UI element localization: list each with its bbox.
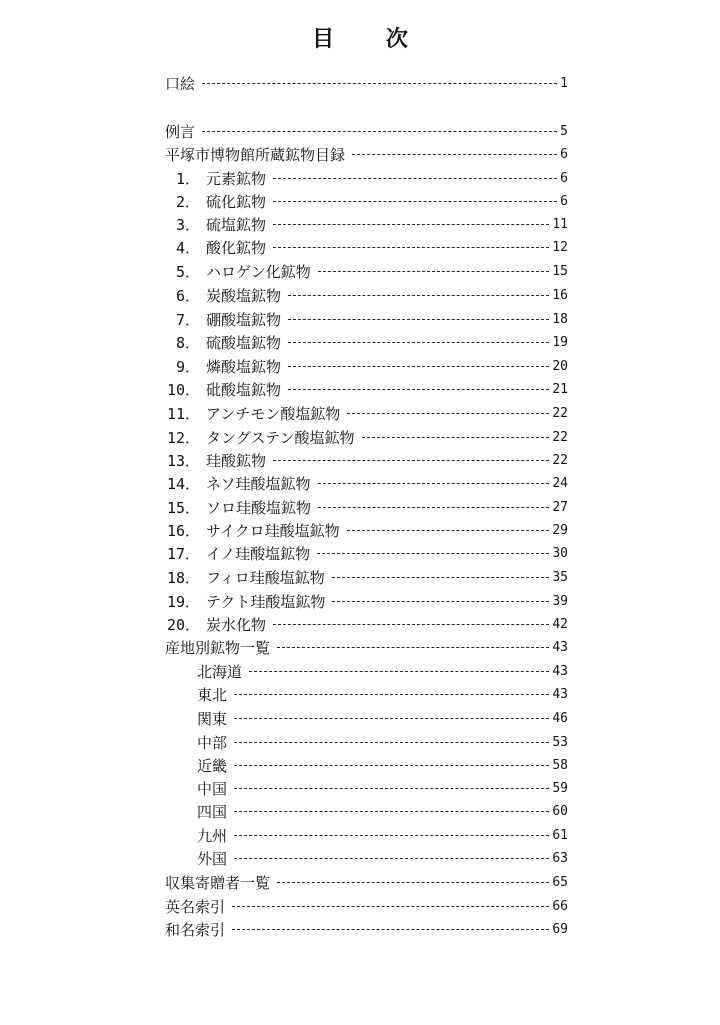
toc-entry-label: ソロ珪酸塩鉱物 — [206, 498, 312, 517]
toc-entry-category — [160, 496, 568, 518]
toc-entry-label: ハロゲン化鉱物 — [206, 262, 311, 281]
toc-entry-number: 3． — [175, 215, 200, 234]
dot-leader — [277, 647, 549, 648]
dot-leader — [234, 718, 549, 719]
toc-entry-number: 11． — [166, 404, 200, 423]
toc-entry-label: 硫化鉱物 — [206, 192, 267, 211]
toc-entry-number: 14． — [166, 474, 200, 493]
toc-entry-number: 17． — [166, 544, 200, 563]
toc-entry-page: 53 — [552, 734, 568, 750]
toc-entry-label: 硫酸塩鉱物 — [206, 333, 282, 352]
toc-entry-page: 22 — [552, 405, 568, 421]
dot-leader — [347, 530, 550, 531]
toc-entry-page: 12 — [552, 239, 568, 255]
toc-entry-number: 19． — [166, 592, 200, 611]
toc-entry-number: 6． — [175, 286, 200, 305]
toc-entry-label: 収集寄贈者一覧 — [165, 873, 271, 892]
toc-entry-page: 22 — [552, 429, 568, 445]
dot-leader — [273, 460, 549, 461]
toc-entry-number: 13． — [166, 451, 200, 470]
toc-entry-category — [160, 472, 568, 494]
toc-entry-number: 1． — [175, 169, 200, 188]
toc-entry-number: 18． — [166, 568, 200, 587]
toc-entry-region — [197, 683, 568, 705]
toc-entry-page: 11 — [552, 216, 568, 232]
toc-entry-category — [160, 426, 568, 448]
toc-entry-number: 20． — [166, 615, 200, 634]
toc-entry-category — [160, 213, 568, 235]
toc-entry-label: 近畿 — [197, 756, 228, 775]
toc-entry-page: 1 — [560, 75, 568, 91]
toc-entry-label: 北海道 — [197, 662, 243, 681]
toc-entry-category — [160, 566, 568, 588]
toc-entry-page: 22 — [552, 452, 568, 468]
toc-entry-by-locality — [165, 636, 568, 658]
toc-entry-page: 46 — [552, 710, 568, 726]
dot-leader — [234, 765, 549, 766]
toc-entry-number: 7． — [175, 310, 200, 329]
dot-leader — [249, 671, 549, 672]
toc-entry-category — [160, 260, 568, 282]
toc-entry-label: 平塚市博物館所蔵鉱物目録 — [165, 145, 346, 164]
dot-leader — [362, 437, 550, 438]
dot-leader — [347, 413, 549, 414]
toc-entry-label: 口絵 — [165, 74, 196, 93]
toc-entry-number: 16． — [166, 521, 200, 540]
toc-entry-label: 産地別鉱物一覧 — [165, 638, 271, 657]
toc-entry-page: 66 — [552, 898, 568, 914]
toc-entry-page: 6 — [560, 170, 568, 186]
dot-leader — [332, 601, 549, 602]
dot-leader — [318, 271, 550, 272]
toc-entry-number: 2． — [175, 192, 200, 211]
dot-leader — [318, 483, 550, 484]
toc-entry-category — [160, 355, 568, 377]
toc-entry-region — [197, 754, 568, 776]
toc-entry-page: 43 — [552, 686, 568, 702]
toc-entry-label: テクト珪酸塩鉱物 — [206, 592, 326, 611]
toc-entry-category — [160, 236, 568, 258]
toc-entry-page: 43 — [552, 639, 568, 655]
toc-entry-preface — [165, 120, 568, 142]
toc-entry-label: 例言 — [165, 122, 196, 141]
toc-entry-page: 21 — [552, 381, 568, 397]
toc-entry-region — [197, 660, 568, 682]
toc-entry-page: 43 — [552, 663, 568, 679]
dot-leader — [234, 742, 549, 743]
toc-entry-page: 24 — [552, 475, 568, 491]
toc-entry-label: 珪酸鉱物 — [206, 451, 267, 470]
toc-entry-page: 16 — [552, 287, 568, 303]
toc-entry-label: 硼酸塩鉱物 — [206, 310, 282, 329]
dot-leader — [234, 788, 549, 789]
toc-entry-page: 35 — [552, 569, 568, 585]
dot-leader — [318, 507, 549, 508]
toc-entry-category — [160, 613, 568, 635]
toc-entry-page: 29 — [552, 522, 568, 538]
toc-entry-region — [197, 800, 568, 822]
toc-entry-page: 20 — [552, 358, 568, 374]
toc-entry-label: サイクロ珪酸塩鉱物 — [206, 521, 340, 540]
toc-entry-label: ネソ珪酸塩鉱物 — [206, 474, 311, 493]
toc-entry-label: 硫塩鉱物 — [206, 215, 267, 234]
toc-entry-region — [197, 731, 568, 753]
toc-entry-donors — [165, 871, 568, 893]
toc-entry-category — [160, 519, 568, 541]
toc-entry-page: 60 — [552, 803, 568, 819]
page-title: 目 次 — [312, 27, 430, 52]
toc-entry-page: 39 — [552, 593, 568, 609]
toc-entry-page: 15 — [552, 263, 568, 279]
toc-entry-region — [197, 847, 568, 869]
dot-leader — [232, 929, 549, 930]
dot-leader — [317, 553, 549, 554]
toc-entry-page: 42 — [552, 616, 568, 632]
dot-leader — [234, 811, 549, 812]
toc-entry-label: フィロ珪酸塩鉱物 — [206, 568, 325, 587]
toc-entry-number: 4． — [175, 238, 200, 257]
dot-leader — [288, 295, 549, 296]
toc-entry-number: 8． — [175, 333, 200, 352]
toc-entry-catalog — [165, 143, 568, 165]
toc-entry-page: 59 — [552, 780, 568, 796]
toc-entry-region — [197, 777, 568, 799]
toc-entry-label: 炭水化物 — [206, 615, 267, 634]
toc-entry-page: 19 — [552, 334, 568, 350]
toc-entry-page: 6 — [560, 146, 568, 162]
toc-entry-category — [160, 378, 568, 400]
toc-entry-english-index — [165, 895, 568, 917]
dot-leader — [273, 201, 557, 202]
dot-leader — [202, 131, 557, 132]
dot-leader — [277, 882, 549, 883]
dot-leader — [288, 366, 549, 367]
toc-entry-label: 酸化鉱物 — [206, 238, 267, 257]
dot-leader — [273, 624, 549, 625]
toc-entry-page: 18 — [552, 311, 568, 327]
toc-entry-category — [160, 590, 568, 612]
toc-entry-label: イノ珪酸塩鉱物 — [206, 544, 311, 563]
toc-entry-label: 英名索引 — [165, 897, 226, 916]
toc-entry-frontispiece — [165, 72, 568, 94]
dot-leader — [288, 389, 549, 390]
toc-entry-label: 炭酸塩鉱物 — [206, 286, 282, 305]
toc-entry-label: 九州 — [197, 826, 228, 845]
toc-entry-number: 15． — [166, 498, 200, 517]
dot-leader — [232, 906, 549, 907]
toc-entry-page: 5 — [560, 123, 568, 139]
toc-entry-region — [197, 824, 568, 846]
dot-leader — [202, 83, 557, 84]
toc-entry-label: 中部 — [197, 733, 228, 752]
toc-entry-number: 9． — [175, 357, 200, 376]
toc-entry-category — [160, 542, 568, 564]
toc-entry-number: 5． — [175, 262, 200, 281]
toc-entry-japanese-index — [165, 918, 568, 940]
toc-entry-number: 12． — [166, 428, 200, 447]
toc-entry-page: 69 — [552, 921, 568, 937]
toc-entry-label: 東北 — [197, 685, 228, 704]
toc-entry-category — [160, 449, 568, 471]
toc-entry-category — [160, 190, 568, 212]
toc-entry-label: 四国 — [197, 802, 228, 821]
toc-entry-category — [160, 167, 568, 189]
toc-entry-label: アンチモン酸塩鉱物 — [206, 404, 341, 423]
toc-entry-page: 30 — [552, 545, 568, 561]
toc-entry-label: 砒酸塩鉱物 — [206, 380, 282, 399]
toc-entry-number: 10． — [166, 380, 200, 399]
toc-entry-category — [160, 308, 568, 330]
toc-entry-page: 58 — [552, 757, 568, 773]
toc-entry-category — [160, 284, 568, 306]
toc-entry-category — [160, 402, 568, 424]
toc-entry-label: 中国 — [197, 779, 228, 798]
toc-entry-page: 65 — [552, 874, 568, 890]
dot-leader — [288, 319, 549, 320]
dot-leader — [234, 694, 549, 695]
dot-leader — [273, 247, 549, 248]
dot-leader — [234, 835, 549, 836]
dot-leader — [273, 224, 549, 225]
dot-leader — [273, 178, 557, 179]
dot-leader — [332, 577, 550, 578]
toc-entry-page: 63 — [552, 850, 568, 866]
toc-entry-page: 27 — [552, 499, 568, 515]
toc-entry-page: 61 — [552, 827, 568, 843]
toc-entry-label: 外国 — [197, 849, 228, 868]
toc-entry-region — [197, 707, 568, 729]
dot-leader — [288, 342, 549, 343]
toc-entry-label: 和名索引 — [165, 920, 226, 939]
toc-entry-label: タングステン酸塩鉱物 — [206, 428, 355, 447]
toc-entry-label: 元素鉱物 — [206, 169, 267, 188]
dot-leader — [352, 154, 557, 155]
toc-entry-label: 関東 — [197, 709, 228, 728]
toc-entry-page: 6 — [560, 193, 568, 209]
toc-entry-label: 燐酸塩鉱物 — [206, 357, 282, 376]
toc-entry-category — [160, 331, 568, 353]
dot-leader — [234, 858, 549, 859]
